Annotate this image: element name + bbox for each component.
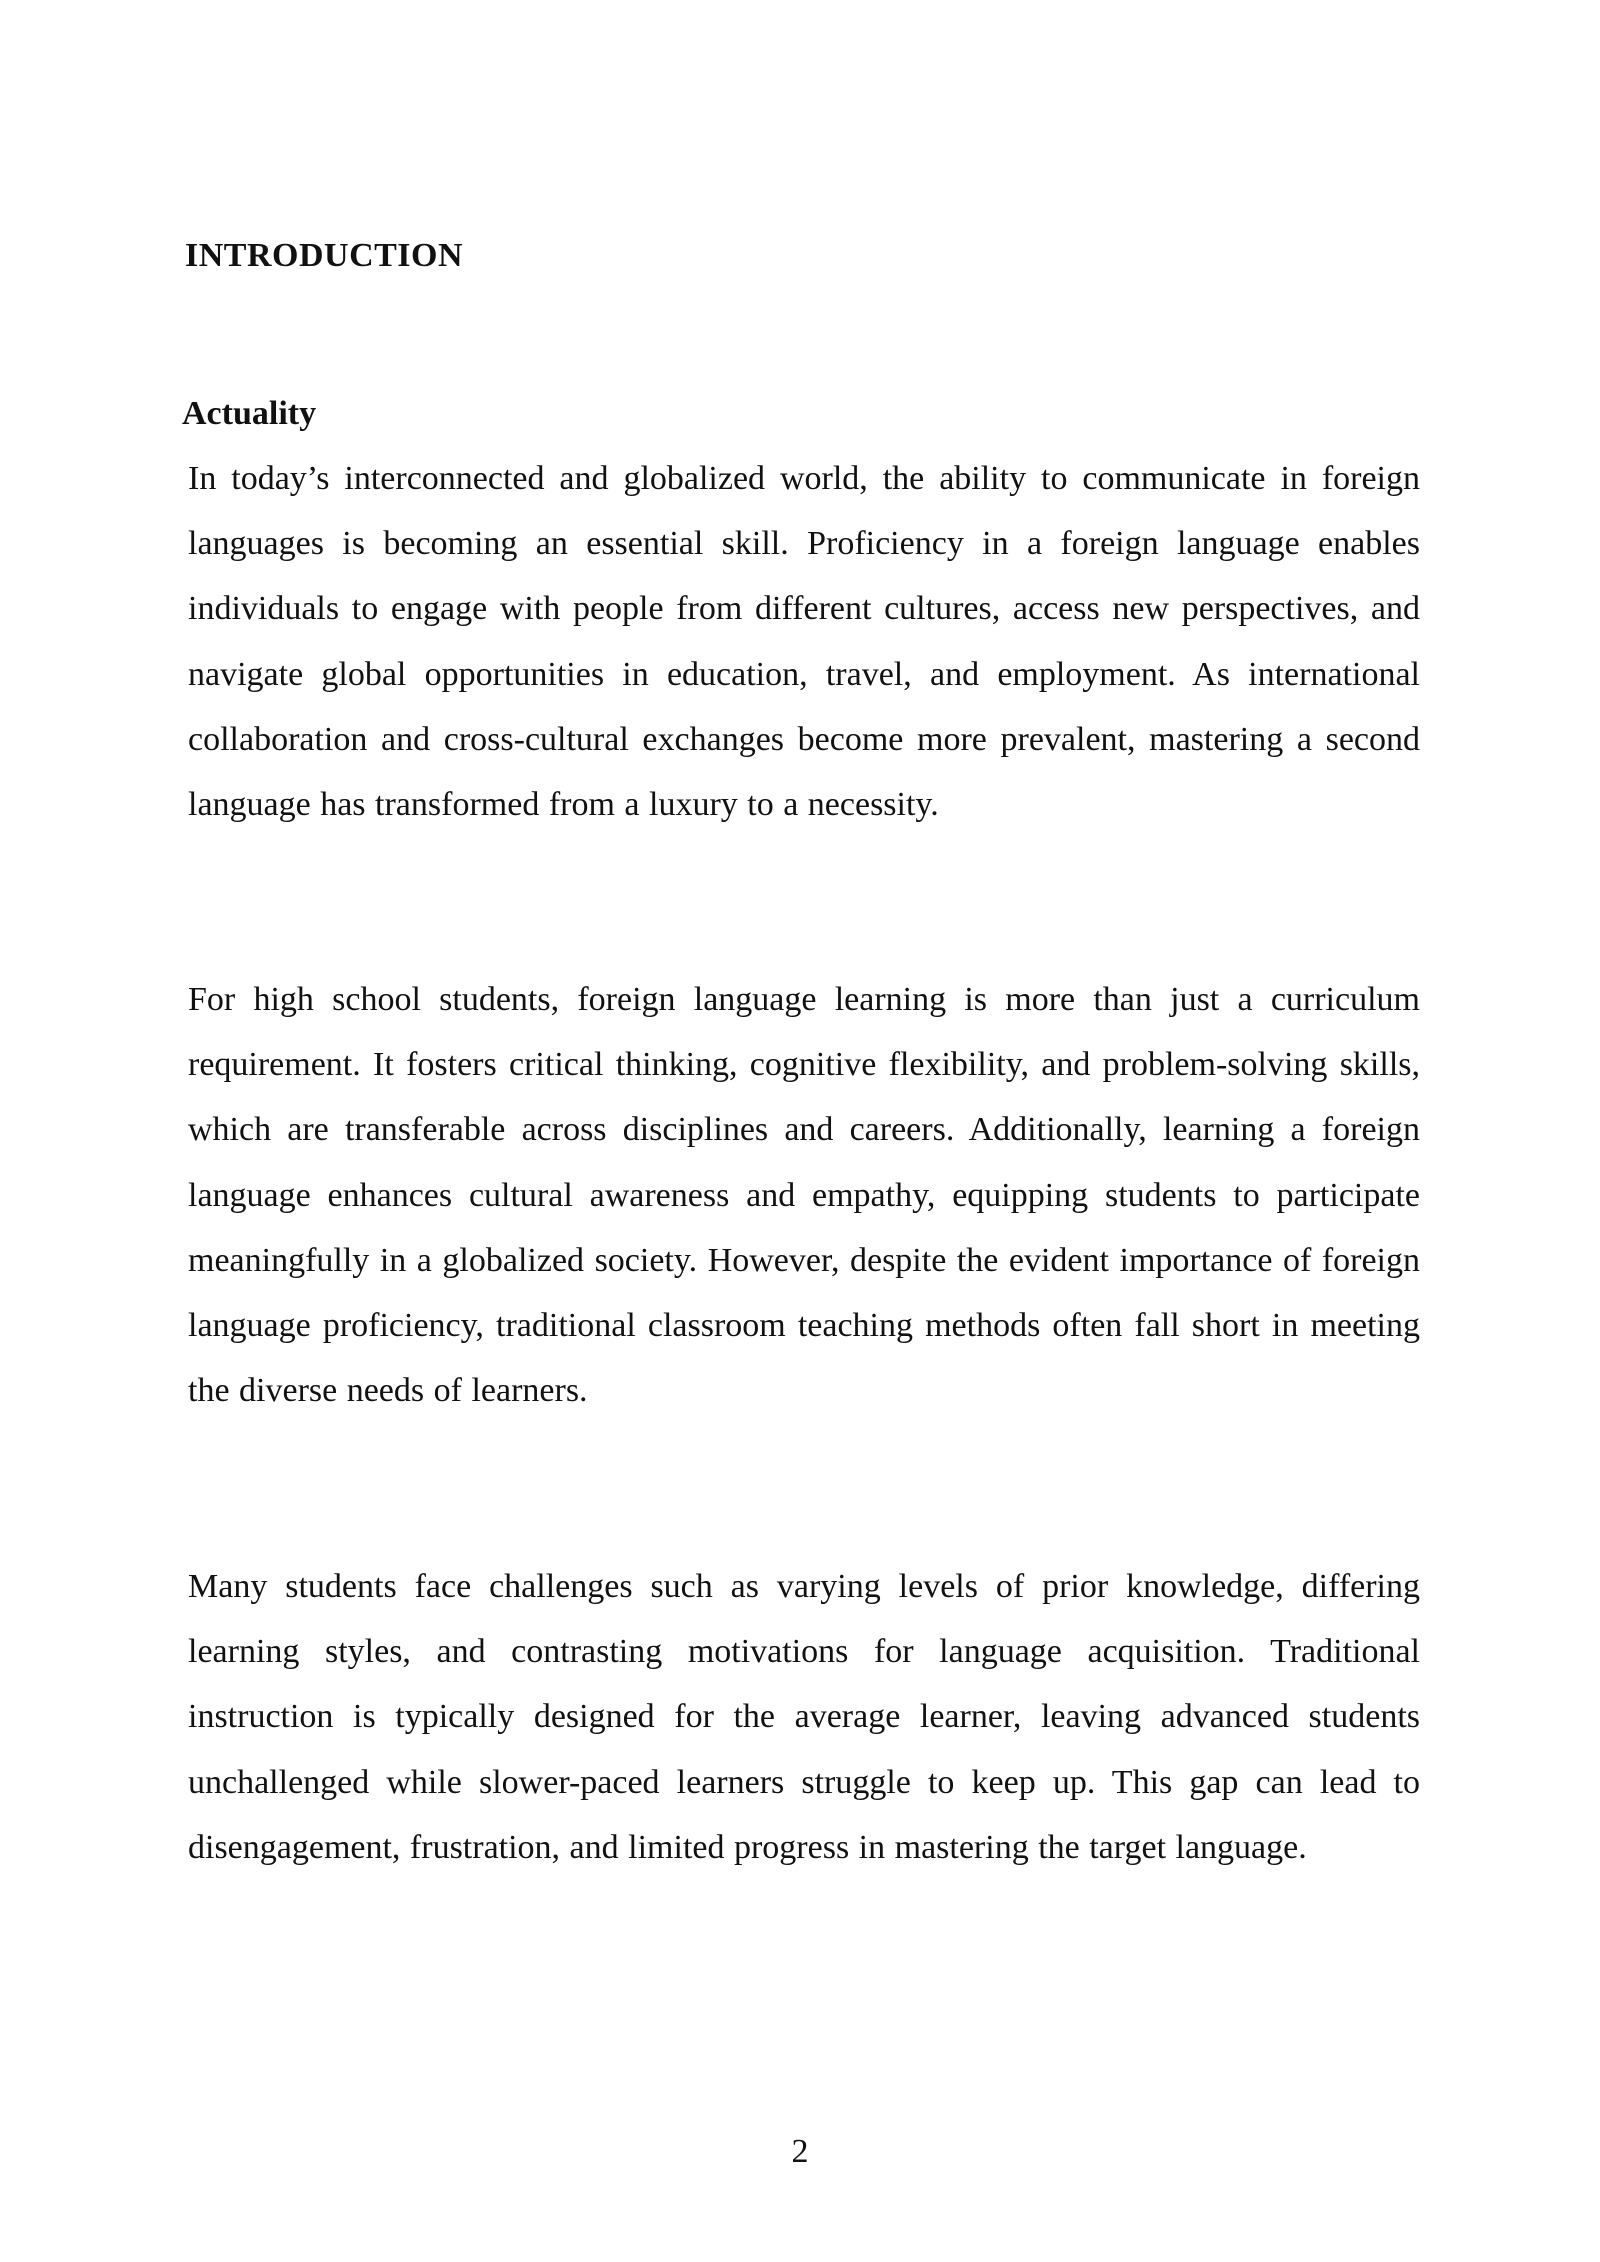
section-heading: INTRODUCTION: [185, 237, 464, 274]
page-number: 2: [791, 2133, 809, 2170]
paragraph-3: Many students face challenges such as varying levels of prior knowledge, differing learning styles, and contrasting motivations for language acquisition. Traditional instruction is typically designed for the average learner, leaving advanced students unchallenged while slower-paced learners struggle to keep up. This gap can lead to disengagement, frustration, and limited progress in mastering the target language.: [188, 1568, 1420, 1866]
paragraph-1: In today’s interconnected and globalized world, the ability to communicate in foreign languages is becoming an essential skill. Proficiency in a foreign language enables individuals to engage with people from different cultures, access new perspectives, and navigate global opportunities in education, travel, and employment. As international collaboration and cross-cultural exchanges become more prevalent, mastering a second language has transformed from a luxury to a necessity.: [188, 460, 1420, 824]
paragraph-2: For high school students, foreign language learning is more than just a curriculum requirement. It fosters critical thinking, cognitive flexibility, and problem-solving skills, which are transferable across disciplines and careers. Additionally, learning a foreign language enhances cultural awareness and empathy, equipping students to participate meaningfully in a globalized society. However, despite the evident importance of foreign language proficiency, traditional classroom teaching methods often fall short in meeting the diverse needs of learners.: [188, 981, 1420, 1410]
subsection-heading: Actuality: [182, 395, 317, 432]
